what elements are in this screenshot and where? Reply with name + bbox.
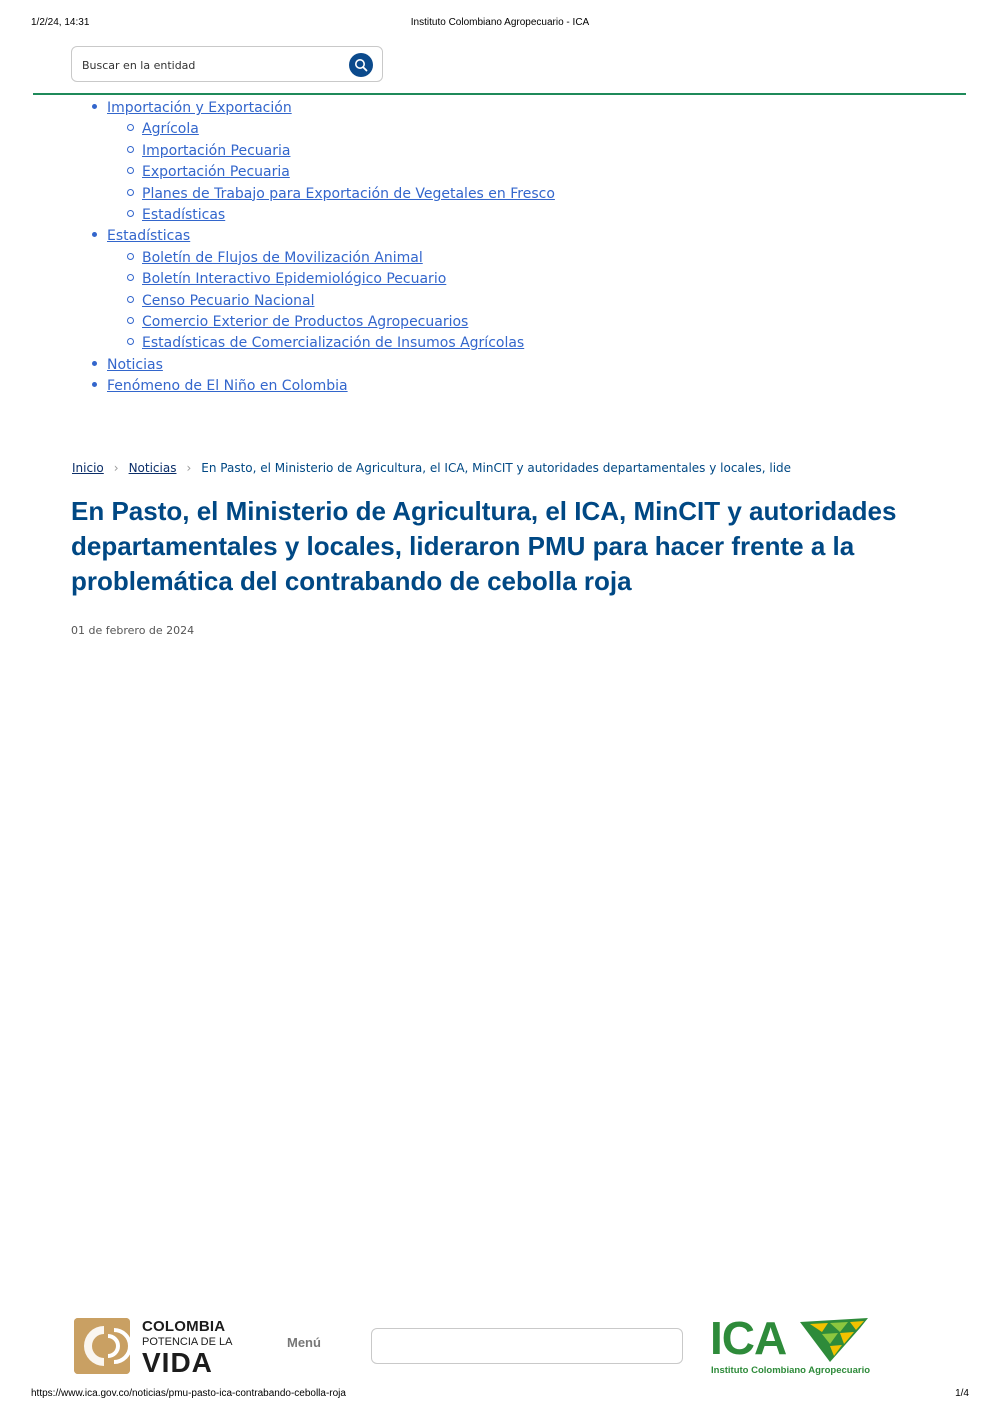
chevron-right-icon: › <box>186 461 192 475</box>
chevron-right-icon: › <box>113 461 119 475</box>
nav-subitem <box>0 182 1000 203</box>
nav-item <box>0 353 1000 374</box>
print-page-number: 1/4 <box>955 1388 969 1399</box>
search-input[interactable] <box>82 55 342 75</box>
nav-sublink[interactable]: Censo Pecuario Nacional <box>142 292 315 309</box>
nav-item <box>0 224 1000 245</box>
search-button[interactable] <box>349 53 373 77</box>
nav-item <box>0 96 1000 117</box>
nav-link[interactable]: Importación y Exportación <box>107 100 292 116</box>
nav-sublink[interactable]: Importación Pecuaria <box>142 142 291 159</box>
bottom-bar <box>0 1310 1000 1380</box>
nav-sublink[interactable]: Exportación Pecuaria <box>142 164 290 181</box>
print-url: https://www.ica.gov.co/noticias/pmu-pasto-ica-contrabando-cebolla-roja <box>31 1388 346 1399</box>
nav-subitem <box>0 267 1000 288</box>
nav-subitem <box>0 117 1000 138</box>
page-title: En Pasto, el Ministerio de Agricultura, el ICA, MinCIT y autoridades departamentales y locales, lideraron PMU para hacer frente a la problemática del contrabando de cebolla roja <box>71 496 897 596</box>
breadcrumb <box>72 459 791 477</box>
main-nav <box>0 96 1000 395</box>
colombia-emblem-icon <box>74 1318 130 1374</box>
nav-link[interactable]: Noticias <box>107 356 163 373</box>
breadcrumb-section[interactable]: Noticias <box>128 461 177 475</box>
ica-logo[interactable] <box>710 1312 871 1376</box>
nav-link[interactable]: Estadísticas <box>107 228 191 245</box>
ica-logo-word: ICA <box>710 1312 787 1364</box>
nav-subitem <box>0 203 1000 224</box>
colombia-potencia-logo[interactable] <box>74 1318 234 1376</box>
nav-subitem <box>0 289 1000 310</box>
colombia-logo-line2: POTENCIA DE LA <box>142 1336 233 1348</box>
search-icon <box>354 58 368 72</box>
nav-subitem <box>0 139 1000 160</box>
colombia-logo-line3: VIDA <box>142 1347 213 1378</box>
menu-button[interactable]: Menú <box>287 1335 321 1350</box>
colombia-logo-line1: COLOMBIA <box>142 1318 226 1335</box>
breadcrumb-current: En Pasto, el Ministerio de Agricultura, el ICA, MinCIT y autoridades departamentales y locales, lide <box>201 461 792 475</box>
print-datetime: 1/2/24, 14:31 <box>31 17 90 28</box>
print-page-title: Instituto Colombiano Agropecuario - ICA <box>410 17 590 28</box>
publication-date: 01 de febrero de 2024 <box>71 624 195 637</box>
nav-sublink[interactable]: Estadísticas <box>142 206 226 223</box>
search-box <box>71 46 383 82</box>
nav-sublink[interactable]: Agrícola <box>142 121 199 138</box>
nav-link[interactable]: Fenómeno de El Niño en Colombia <box>107 378 348 395</box>
ica-logo-subtitle: Instituto Colombiano Agropecuario <box>711 1365 871 1376</box>
header-divider <box>33 93 966 95</box>
nav-subitem <box>0 310 1000 331</box>
nav-sublink[interactable]: Estadísticas de Comercialización de Insumos Agrícolas <box>142 335 525 352</box>
nav-sublink[interactable]: Planes de Trabajo para Exportación de Vegetales en Fresco <box>142 185 555 202</box>
nav-sublink[interactable]: Boletín Interactivo Epidemiológico Pecuario <box>142 271 447 288</box>
nav-subitem <box>0 331 1000 352</box>
nav-subitem <box>0 160 1000 181</box>
nav-sublink[interactable]: Boletín de Flujos de Movilización Animal <box>142 249 423 266</box>
nav-sublink[interactable]: Comercio Exterior de Productos Agropecuarios <box>142 313 469 330</box>
bottom-search-field[interactable] <box>371 1328 683 1364</box>
nav-subitem <box>0 246 1000 267</box>
nav-item <box>0 374 1000 395</box>
breadcrumb-home[interactable]: Inicio <box>72 461 104 475</box>
ica-emblem-icon <box>800 1318 868 1364</box>
